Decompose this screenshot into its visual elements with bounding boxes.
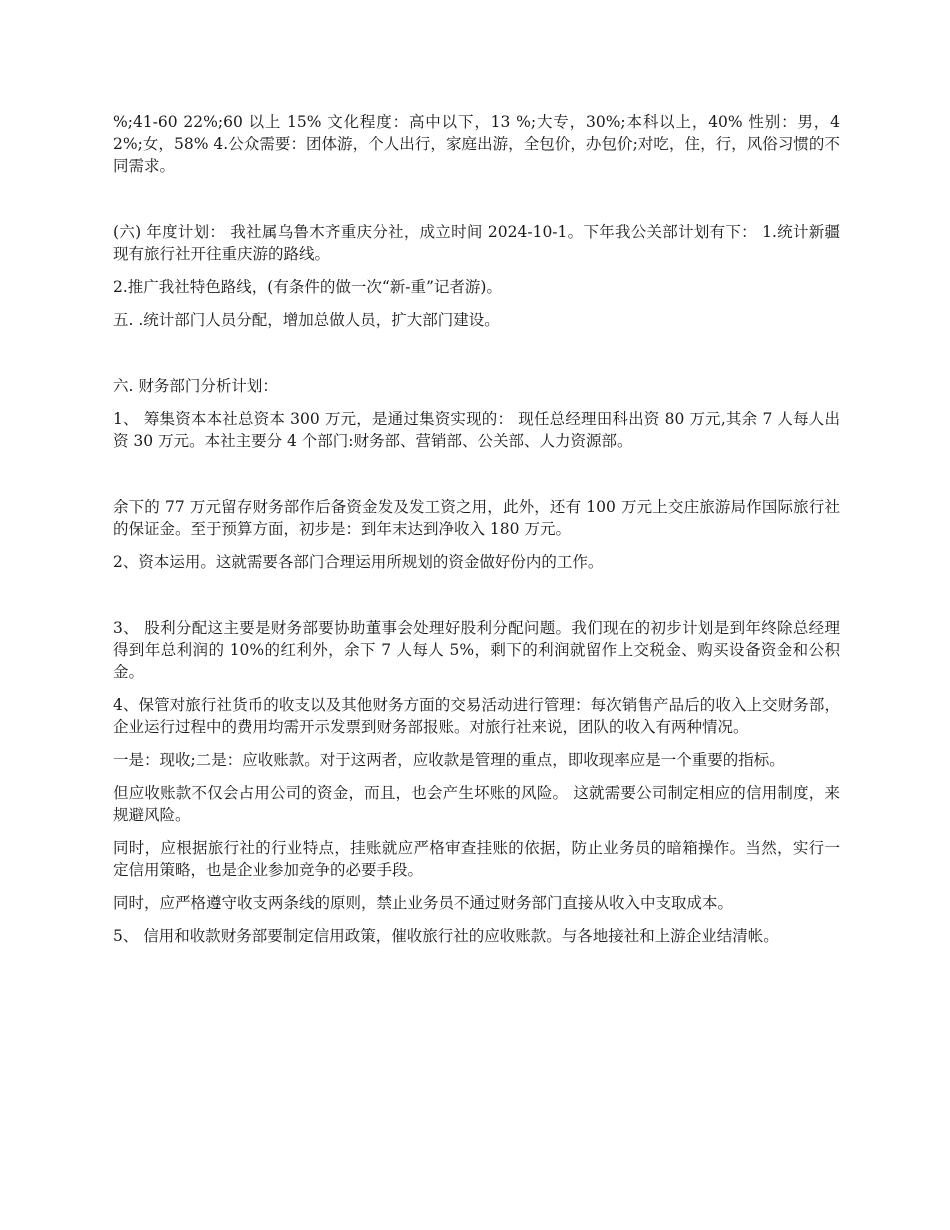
section-heading-finance: 六. 财务部门分析计划： bbox=[113, 377, 278, 395]
paragraph-two-lines: 同时，应严格遵守收支两条线的原则，禁止业务员不通过财务部门直接从收入中支取成本。 bbox=[113, 894, 734, 912]
paragraph-credit-review: 同时，应根据旅行社的行业特点，挂账就应严格审查挂账的依据，防止业务员的暗箱操作。当然，实行一定信用策略，也是企业参加竞争的必要手段。 bbox=[113, 839, 840, 879]
paragraph-staff-allocation: 五. .统计部门人员分配，增加总做人员，扩大部门建设。 bbox=[113, 311, 500, 329]
paragraph-capital-use: 2、资本运用。这就需要各部门合理运用所规划的资金做好份内的工作。 bbox=[113, 553, 604, 571]
paragraph-receivables: 一是：现收;二是：应收账款。对于这两者，应收款是管理的重点，即收现率应是一个重要的指标。 bbox=[113, 751, 785, 769]
paragraph-credit-collection: 5、 信用和收款财务部要制定信用政策，催收旅行社的应收账款。与各地接社和上游企业结清帐。 bbox=[113, 927, 779, 945]
paragraph-annual-plan: (六) 年度计划： 我社属乌鲁木齐重庆分社，成立时间 2024-10-1。下年我公关部计划有下： 1.统计新疆现有旅行社开往重庆游的路线。 bbox=[113, 223, 840, 263]
document-body bbox=[113, 111, 840, 958]
paragraph-demographics: %;41-60 22%;60 以上 15% 文化程度：高中以下，13 %;大专，30%;本科以上，40% 性别：男，42%;女，58% 4.公众需要：团体游，个人出行，家庭出游，全包价，办包价;对吃，住，行，风俗习惯的不同需求。 bbox=[113, 113, 840, 175]
paragraph-reserve-funds: 余下的 77 万元留存财务部作后备资金发及发工资之用，此外，还有 100 万元上交庄旅游局作国际旅行社的保证金。至于预算方面，初步是：到年末达到净收入 180 万元。 bbox=[113, 498, 840, 538]
paragraph-bad-debt-risk: 但应收账款不仅会占用公司的资金，而且，也会产生坏账的风险。 这就需要公司制定相应的信用制度，来规避风险。 bbox=[113, 784, 840, 824]
paragraph-dividend: 3、 股利分配这主要是财务部要协助董事会处理好股利分配问题。我们现在的初步计划是到年终除总经理得到年总利润的 10%的红利外，余下 7 人每人 5%，剩下的利润就留作上交税金、购买设备资金和公积金。 bbox=[113, 619, 840, 681]
paragraph-capital-raising: 1、 筹集资本本社总资本 300 万元，是通过集资实现的： 现任总经理田科出资 80 万元,其余 7 人每人出资 30 万元。本社主要分 4 个部门:财务部、营销部、公关部、人力资源部。 bbox=[113, 410, 840, 450]
paragraph-cash-management: 4、保管对旅行社货币的收支以及其他财务方面的交易活动进行管理：每次销售产品后的收入上交财务部，企业运行过程中的费用均需开示发票到财务部报账。对旅行社来说，团队的收入有两种情况。 bbox=[113, 696, 840, 736]
paragraph-promote-route: 2.推广我社特色路线，(有条件的做一次“新-重”记者游)。 bbox=[113, 278, 502, 296]
